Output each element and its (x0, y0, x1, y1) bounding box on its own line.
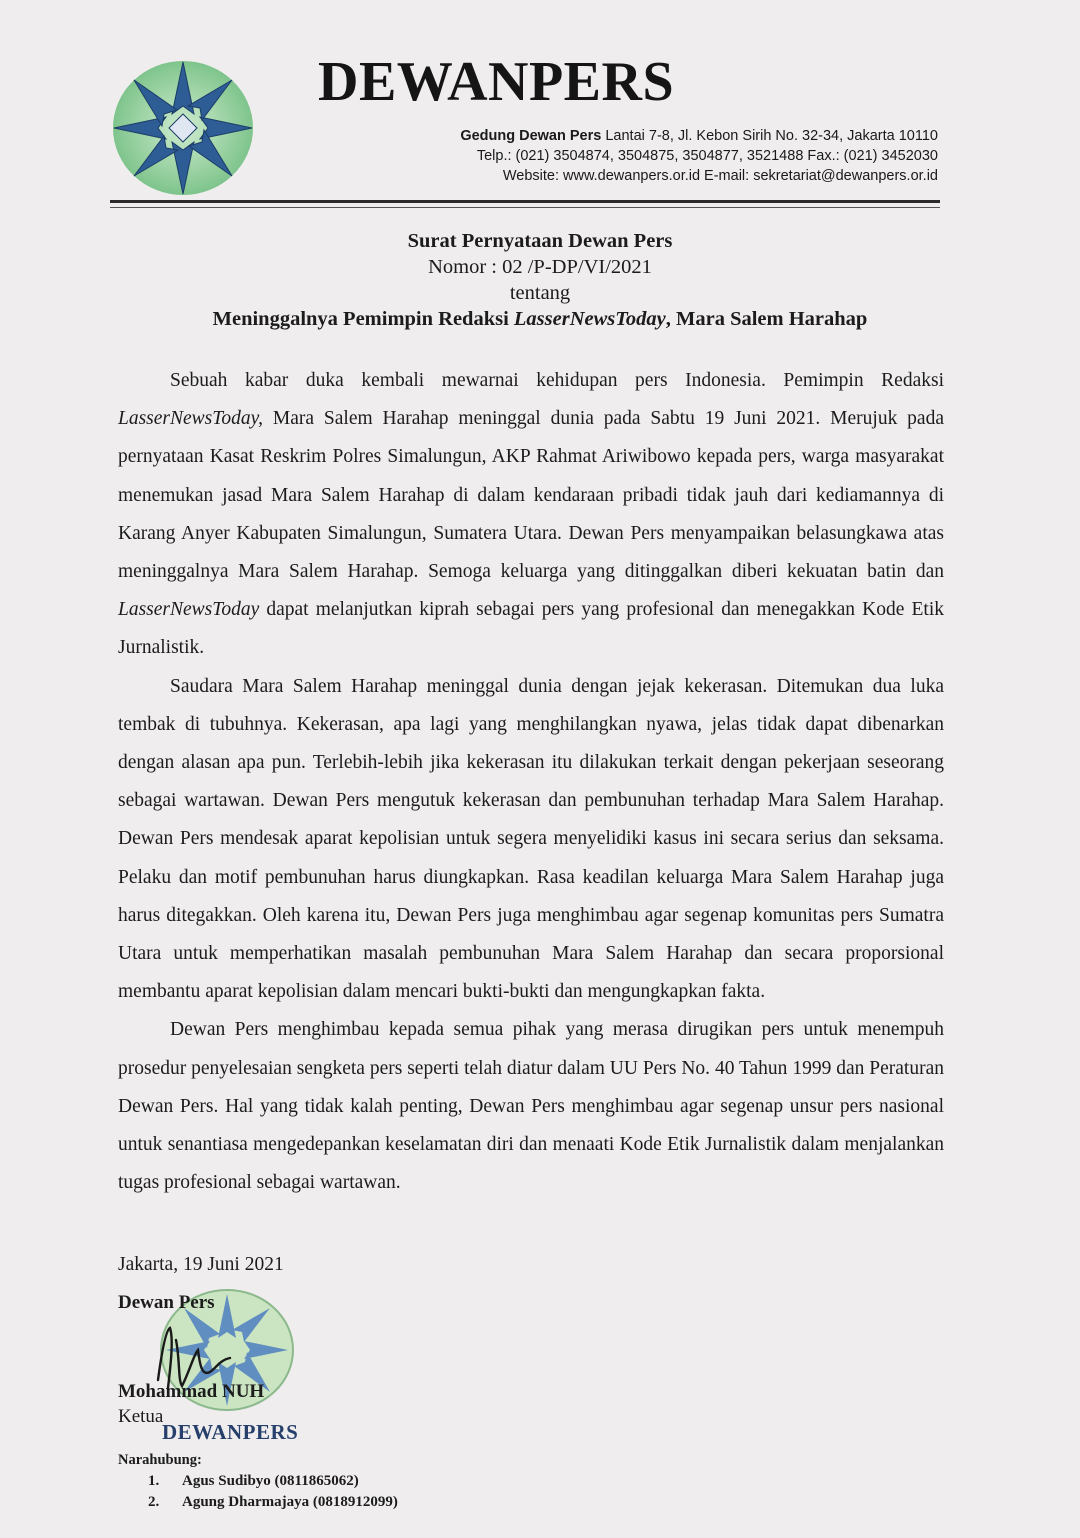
title-about: tentang (509, 282, 571, 304)
contact-item (148, 1471, 398, 1492)
title-line-1: Surat Pernyataan Dewan Pers (407, 230, 673, 252)
brand-name (318, 51, 675, 113)
title-subject-pre: Meninggalnya Pemimpin Redaksi (212, 308, 514, 330)
contact-number: 1. (148, 1473, 160, 1489)
contact-text: Agung Dharmajaya (0818912099) (182, 1494, 398, 1510)
letterhead-divider-thin (110, 207, 940, 208)
body-paragraph-3: Dewan Pers menghimbau kepada semua pihak yang merasa dirugikan pers untuk menempuh prosedur penyelesaian sengketa pers seperti telah diatur dalam UU Pers No. 40 Tahun 1999 dan Peraturan Dewan Pers. Hal yang tidak kalah penting, Dewan Pers menghimbau agar segenap unsur pers nasional untuk senantiasa mengedepankan keselamatan diri dan menaati Kode Etik Jurnalistik dalam menjalankan tugas profesional sebagai wartawan. (118, 1019, 944, 1194)
place-date: Jakarta, 19 Juni 2021 (118, 1254, 284, 1275)
letterhead-divider (110, 200, 940, 203)
signer-role: Ketua (118, 1406, 164, 1427)
contacts-list (148, 1471, 398, 1513)
issuer-org: Dewan Pers (118, 1292, 215, 1313)
contact-number: 2. (148, 1494, 160, 1510)
body-paragraph-2: Saudara Mara Salem Harahap meninggal dunia dengan jejak kekerasan. Ditemukan dua luka tembak di tubuhnya. Kekerasan, apa lagi yang menghilangkan nyawa, jelas tidak dapat dibenarkan dengan alasan apa pun. Terlebih-lebih jika kekerasan itu dilakukan terkait dengan pekerjaan seseorang sebagai wartawan. Dewan Pers mengutuk kekerasan dan pembunuhan terhadap Mara Salem Harahap. Dewan Pers mendesak aparat kepolisian untuk segera menyelidiki kasus ini secara serius dan seksama. Pelaku dan motif pembunuhan harus diungkapkan. Rasa keadilan keluarga Mara Salem Harahap juga harus ditegakkan. Oleh karena itu, Dewan Pers juga menghimbau agar segenap komunitas pers Sumatra Utara untuk memperhatikan masalah pembunuhan Mara Salem Harahap dan secara proporsional membantu aparat kepolisian dalam mencari bukti-bukti dan mengungkapkan fakta. (118, 675, 944, 1003)
p1-media-name: LasserNewsToday, (118, 408, 264, 430)
p1-text-b: Mara Salem Harahap meninggal dunia pada Sabtu 19 Juni 2021. Merujuk pada pernyataan Kasat Reskrim Polres Simalungun, AKP Rahmat Ariwibowo kepada pers, warga masyarakat menemukan jasad Mara Salem Harahap di dalam kendaraan pribadi tidak jauh dari kediamannya di Karang Anyer Kabupaten Simalungun, Sumatera Utara. Dewan Pers menyampaikan belasungkawa atas meninggalnya Mara Salem Harahap. Semoga keluarga yang ditinggalkan diberi kekuatan batin dan (118, 408, 944, 583)
title-subject-media: LasserNewsToday (513, 308, 666, 330)
address-line-3: Website: www.dewanpers.or.id E-mail: sekretariat@dewanpers.or.id (502, 168, 938, 184)
address-line-2: Telp.: (021) 3504874, 3504875, 3504877, 3521488 Fax.: (021) 3452030 (476, 148, 938, 164)
contact-text: Agus Sudibyo (0811865062) (182, 1473, 359, 1489)
dewan-pers-logo-icon (110, 58, 256, 198)
contacts-label: Narahubung: (118, 1452, 202, 1468)
title-subject (0, 306, 1080, 332)
brand-bold: DEWAN (318, 51, 529, 113)
address-street: Lantai 7-8, Jl. Kebon Sirih No. 32-34, Jakarta 10110 (601, 128, 938, 144)
address-building: Gedung Dewan Pers (460, 128, 602, 144)
statement-title (0, 228, 1080, 332)
p1-media-name-2: LasserNewsToday (118, 599, 260, 621)
p1-text-c: dapat melanjutkan kiprah sebagai pers yang profesional dan menegakkan Kode Etik Jurnalistik. (118, 599, 944, 659)
p1-text-a: Sebuah kabar duka kembali mewarnai kehidupan pers Indonesia. Pemimpin Redaksi (170, 370, 944, 391)
signer-name: Mohammad NUH (118, 1381, 265, 1402)
statement-body (118, 362, 944, 1202)
body-paragraph-1 (118, 362, 944, 668)
contact-item (148, 1492, 398, 1513)
brand-rest: PERS (528, 51, 675, 113)
letterhead-address (460, 126, 938, 186)
stamp-label: DEWANPERS (162, 1420, 299, 1444)
title-number: Nomor : 02 /P-DP/VI/2021 (428, 256, 652, 278)
address-line-1 (460, 126, 938, 146)
title-subject-post: , Mara Salem Harahap (665, 308, 868, 330)
